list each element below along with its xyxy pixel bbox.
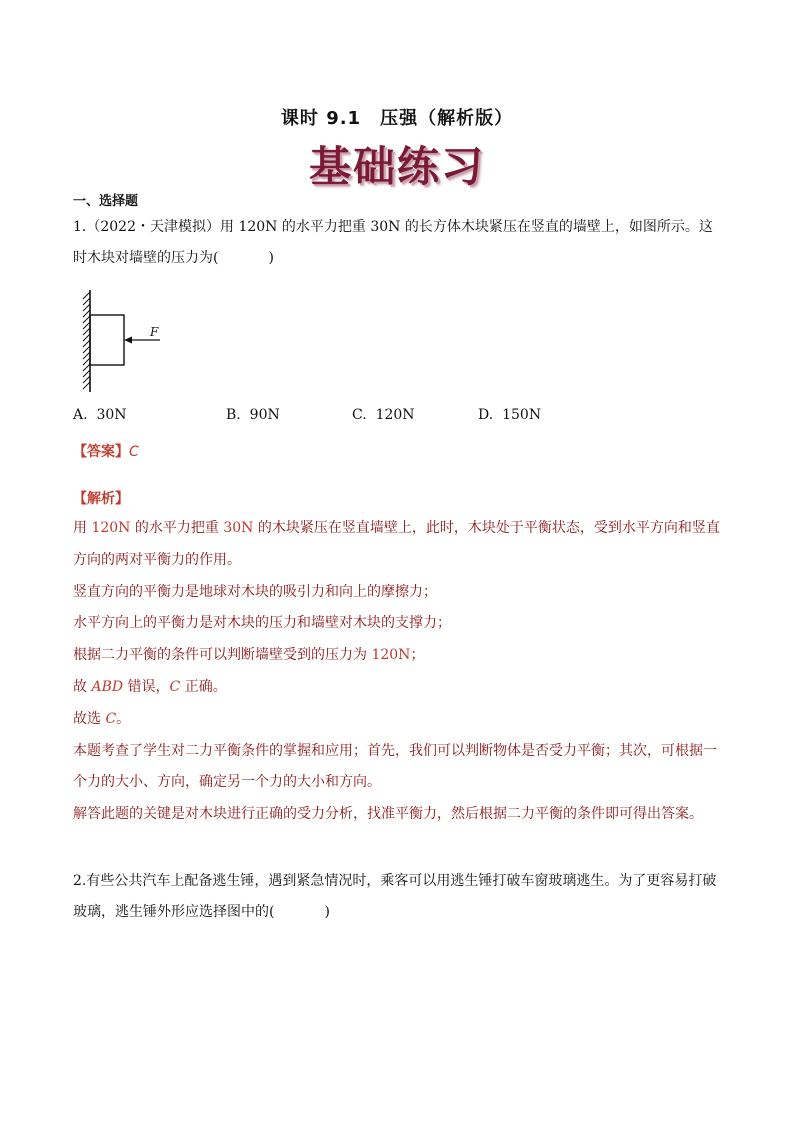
analysis-line-1: 用 120N 的水平力把重 30N 的木块紧压在竖直墙壁上，此时，木块处于平衡状态，受到水平方向和竖直方向的两对平衡力的作用。	[73, 520, 720, 568]
wall-hatching	[83, 292, 90, 389]
option-c[interactable]: C. 120N	[352, 407, 415, 423]
force-diagram	[72, 286, 172, 396]
force-arrowhead	[124, 337, 132, 344]
force-value: 120N	[238, 219, 278, 235]
analysis-line-3: 水平方向上的平衡力是对木块的压力和墙壁对木块的支撑力；	[73, 615, 451, 632]
analysis-line-2: 竖直方向的平衡力是地球对木块的吸引力和向上的摩擦力；	[73, 583, 437, 600]
answer-line	[73, 441, 139, 461]
wooden-block	[90, 315, 124, 365]
page-title: 课时 9.1 压强（解析版）	[280, 108, 514, 129]
analysis-line-8: 解答此题的关键是对木块进行正确的受力分析，找准平衡力，然后根据二力平衡的条件即可得出答案。	[73, 806, 703, 823]
section-heading: 一、选择题	[73, 194, 139, 209]
force-label: F	[150, 325, 159, 339]
answer-label: 【答案】	[73, 444, 129, 460]
analysis-label: 【解析】	[73, 491, 129, 507]
analysis-line-7: 本题考查了学生对二力平衡条件的掌握和应用；首先，我们可以判断物体是否受力平衡；其次，可根据一个力的大小、方向，确定另一个力的大小和方向。	[73, 742, 717, 791]
option-d[interactable]: D. 150N	[478, 407, 542, 423]
question-1-source: 1.（2022・天津模拟）	[73, 219, 220, 235]
analysis-line-4: 根据二力平衡的条件可以判断墙壁受到的压力为 120N；	[73, 647, 425, 664]
section-banner: 基础练习	[308, 142, 485, 191]
option-a[interactable]: A. 30N	[73, 407, 127, 423]
analysis-line-5: 故 ABD 错误，C 正确。	[73, 678, 227, 695]
question-2: 2.有些公共汽车上配备逃生锤，遇到紧急情况时，乘客可以用逃生锤打破车窗玻璃逃生。为了更容易打破玻璃，逃生锤外形应选择图中的( )	[73, 873, 717, 920]
answer-value: C	[129, 444, 139, 460]
option-b[interactable]: B. 90N	[226, 407, 280, 423]
weight-value: 30N	[370, 219, 401, 235]
question-1: 1.（2022・天津模拟）用 120N 的水平力把重 30N 的长方体木块紧压在竖直的墙壁上，如图所示。这时木块对墙壁的压力为( )	[73, 219, 713, 266]
analysis-body	[73, 513, 728, 831]
analysis-line-6: 故选 C。	[73, 710, 131, 727]
